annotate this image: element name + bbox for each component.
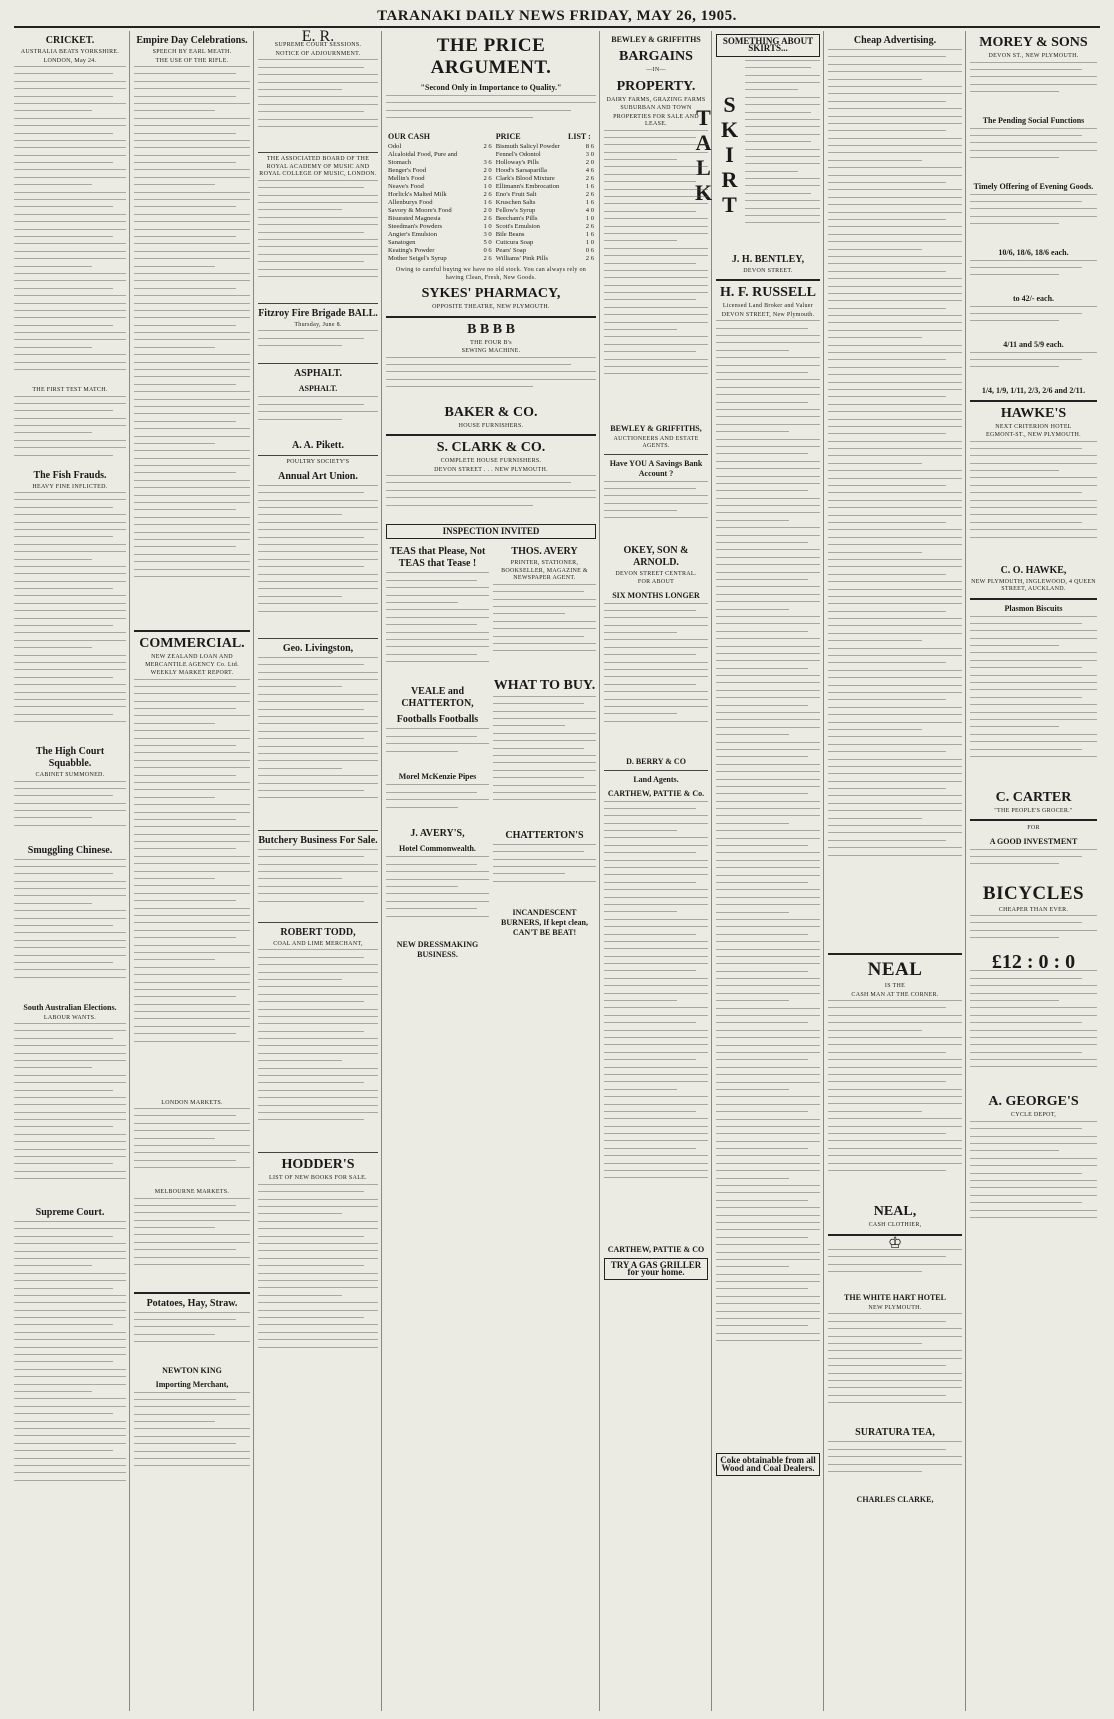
heading-cheap-advertising: Cheap Advertising. — [853, 35, 937, 46]
heading-commercial: COMMERCIAL. — [139, 636, 245, 651]
importing-merchant: Importing Merchant, — [155, 1379, 229, 1389]
heading-sa-elections: South Australian Elections. — [23, 1002, 117, 1012]
heading-asphalt-2: ASPHALT. — [298, 384, 338, 394]
price-value-right: 4 6 — [585, 167, 594, 174]
ad-text — [386, 784, 489, 824]
ad-text — [970, 62, 1097, 112]
subheading: "THE PEOPLE'S GROCER." — [994, 807, 1073, 814]
article-text — [14, 396, 126, 466]
inspection-invited: INSPECTION INVITED — [386, 524, 596, 539]
heading-asphalt: ASPHALT. — [293, 368, 343, 380]
subheading: SUPREME COURT SESSIONS. — [274, 42, 362, 49]
heading-six-months: SIX MONTHS LONGER — [612, 590, 700, 600]
price-row — [386, 207, 596, 215]
article-text — [14, 859, 126, 999]
price-value-right: 2 6 — [585, 255, 594, 262]
coke-dealers: Coke obtainable from all Wood and Coal Dealers. — [716, 1453, 820, 1476]
price-row — [386, 191, 596, 199]
ad-text — [604, 130, 708, 420]
price-value-left — [464, 151, 494, 159]
ad-text — [970, 194, 1097, 244]
subheading: DEVON STREET. — [743, 267, 793, 274]
ad-text — [386, 856, 489, 936]
ad-text — [970, 616, 1097, 786]
heading-neal: NEAL — [867, 959, 923, 980]
price-item-left: Mellin's Food — [388, 175, 425, 182]
price-value-left: 2 6 — [483, 255, 492, 262]
price-value-right: 0 6 — [585, 247, 594, 254]
heading-avery2: J. AVERY'S, — [410, 828, 465, 840]
heading-dressmaking: NEW DRESSMAKING BUSINESS. — [396, 940, 479, 960]
skirt-talk-vertical: SKIRT TALK — [691, 92, 742, 218]
heading-supreme-court: Supreme Court. — [35, 1207, 105, 1218]
price-value-right: 2 0 — [585, 159, 594, 166]
price-value-right: 1 6 — [585, 231, 594, 238]
ad-text — [258, 1184, 378, 1384]
heading-bargains: BARGAINS — [619, 49, 693, 64]
stock-note: Owing to careful buying we have no old stock. You can always rely on having Clean, Fresh, New Goods. — [395, 267, 587, 281]
subheading: COMPLETE HOUSE FURNISHERS. — [440, 458, 542, 464]
price-item-left: Mother Seigel's Syrup — [388, 255, 447, 262]
column-5 — [604, 31, 712, 1711]
price-item-right: Beecham's Pills — [495, 215, 538, 222]
heading-clark: S. CLARK & CO. — [436, 440, 546, 455]
subheading: LIST OF NEW BOOKS FOR SALE. — [269, 1175, 367, 1182]
heading-sykes: SYKES' PHARMACY, — [421, 286, 561, 301]
ad-text — [828, 1313, 962, 1423]
price-item-left: Horlick's Malted Milk — [388, 191, 447, 198]
heading-bewley: BEWLEY & GRIFFITHS — [611, 35, 701, 44]
ad-text — [828, 1249, 962, 1289]
ad-text — [604, 603, 708, 753]
heading-co-hawke: C. O. HAWKE, — [1000, 564, 1067, 576]
heading-hodders: HODDER'S — [281, 1157, 355, 1173]
subheading: DAIRY FARMS, GRAZING FARMS — [606, 96, 706, 103]
price-value-left: 2 6 — [483, 175, 492, 182]
newton-king: NEWTON KING — [162, 1365, 222, 1375]
heading-investment: A GOOD INVESTMENT — [989, 836, 1078, 846]
subheading: FOR — [1027, 825, 1040, 831]
notice-text — [258, 180, 378, 300]
heading-plasmon: Plasmon Biscuits — [1004, 603, 1063, 613]
price-row — [386, 231, 596, 239]
price-item-right: Ellimann's Embrocation — [495, 183, 560, 190]
subheading: —IN— — [646, 67, 666, 73]
price-item-right: Fennel's Odontol — [495, 151, 541, 158]
price-list-header-mid: PRICE — [495, 132, 521, 141]
heading-neal-2: NEAL, — [873, 1204, 917, 1219]
heading-social-functions: The Pending Social Functions — [982, 115, 1085, 125]
heading-teas: TEAS that Please, Not TEAS that Tease ! — [389, 546, 486, 570]
ad-text — [493, 584, 596, 674]
heading-smuggling: Smuggling Chinese. — [27, 844, 113, 856]
heading-high-court: The High Court Squabble. — [35, 746, 105, 769]
heading-berry: D. BERRY & CO — [626, 756, 686, 766]
intro-text — [386, 95, 596, 131]
subheading: OPPOSITE THEATRE, NEW PLYMOUTH. — [432, 304, 550, 310]
subheading: THE USE OF THE RIFLE. — [155, 57, 229, 64]
lower-left — [386, 542, 489, 962]
ad-text — [258, 485, 378, 635]
price-list-header-right: LIST : — [568, 132, 591, 141]
classifieds-text — [828, 49, 962, 949]
subheading: LONDON MARKETS. — [161, 1099, 223, 1106]
price-item-left: Sanatogen — [388, 239, 416, 246]
price-item-left: Bisurated Magnesia — [388, 215, 441, 222]
price-row — [386, 159, 596, 167]
heading-commonwealth: Hotel Commonwealth. — [399, 844, 476, 854]
price-row — [386, 223, 596, 231]
royal-arms-icon: ♔ — [887, 1234, 903, 1252]
subheading: DEVON STREET . . . NEW PLYMOUTH. — [434, 466, 548, 473]
subheading: POULTRY SOCIETY'S — [286, 459, 350, 466]
price-item-right: Bismuth Salicyl Powder — [495, 143, 560, 150]
price-row — [386, 143, 596, 151]
price-item-right: Pears' Soap — [495, 247, 527, 254]
ad-text — [970, 441, 1097, 561]
heading-what-to-buy: WHAT TO BUY. — [493, 677, 596, 693]
skirt-block — [691, 60, 820, 250]
subheading: SPEECH BY EARL MEATH. — [152, 49, 232, 55]
heading-price-argument: THE PRICE ARGUMENT. — [430, 35, 552, 78]
heading-cricket: CRICKET. — [45, 35, 95, 46]
ad-text — [745, 60, 820, 250]
ad-text — [134, 1392, 250, 1492]
article-text — [14, 492, 126, 742]
price-value-left: 2 6 — [483, 143, 492, 150]
price-value-left: 1 0 — [483, 183, 492, 190]
heading-carthew-2: CARTHEW, PATTIE & CO — [607, 1244, 705, 1254]
ad-text — [386, 728, 489, 768]
price-row — [386, 239, 596, 247]
price-item-left: Neave's Food — [388, 183, 424, 190]
heading-white-hart: THE WHITE HART HOTEL — [844, 1292, 946, 1302]
heading-chatterton: CHATTERTON'S — [505, 829, 584, 841]
heading-morey: MOREY & SONS — [979, 35, 1088, 50]
price-item-left: Steedman's Powders — [388, 223, 443, 230]
ad-text — [970, 849, 1097, 879]
price-item-right: Scott's Emulsion — [495, 223, 540, 230]
price-item-left: Angier's Emulsion — [388, 231, 437, 238]
heading-livingston: Geo. Livingston, — [282, 642, 354, 654]
price-item-right: Kruschen Salts — [495, 199, 536, 206]
price-value-left: 5 0 — [483, 239, 492, 246]
price-row — [386, 167, 596, 175]
price-item-right: Eno's Fruit Salt — [495, 191, 537, 198]
subheading: FOR ABOUT — [637, 579, 675, 585]
heading-hawkes: HAWKE'S — [1000, 405, 1067, 421]
heading-butchery: Butchery Business For Sale. — [258, 834, 378, 846]
price-value-left: 0 6 — [483, 247, 492, 254]
price-value-left: 2 0 — [483, 207, 492, 214]
subheading: PRINTER, STATIONER, BOOKSELLER, MAGAZINE & NEWSPAPER AGENT. — [501, 560, 588, 582]
heading-art-union: Annual Art Union. — [278, 470, 358, 482]
heading-bentley: J. H. BENTLEY, — [731, 253, 805, 265]
subheading: THE ASSOCIATED BOARD OF THE ROYAL ACADEMY OF MUSIC AND ROYAL COLLEGE OF MUSIC, LONDON. — [259, 156, 377, 178]
ad-text — [258, 849, 378, 919]
price-value-right: 2 6 — [585, 175, 594, 182]
heading-evening-goods: Timely Offering of Evening Goods. — [973, 181, 1094, 191]
subheading: NEW ZEALAND LOAN AND MERCANTILE AGENCY Co. Ltd. — [145, 654, 239, 668]
heading-carthew: CARTHEW, PATTIE & Co. — [607, 788, 705, 798]
ad-text — [970, 260, 1097, 290]
price-value-left: 3 0 — [483, 231, 492, 238]
ad-text — [134, 1312, 250, 1362]
subheading: EGMONT-ST., NEW PLYMOUTH. — [986, 432, 1081, 438]
article-text — [134, 66, 250, 626]
price-value-right: 1 0 — [585, 239, 594, 246]
subheading: HEAVY FINE INFLICTED. — [32, 483, 108, 490]
column-1 — [14, 31, 130, 1711]
subheading: NEW PLYMOUTH, INGLEWOOD, 4 QUEEN STREET, AUCKLAND. — [971, 578, 1096, 592]
subheading: HOUSE FURNISHERS. — [458, 422, 524, 429]
subheading: AUCTIONEERS AND ESTATE AGENTS. — [613, 435, 699, 449]
price-list — [386, 131, 596, 263]
subheading: CASH MAN AT THE CORNER. — [851, 991, 939, 998]
ad-text — [493, 844, 596, 904]
heading-property: PROPERTY. — [616, 78, 696, 94]
ad-text — [258, 330, 378, 360]
heading-george: A. GEORGE'S — [988, 1094, 1079, 1110]
subheading: NEXT CRITERION HOTEL — [995, 423, 1072, 430]
ad-text — [970, 352, 1097, 382]
price-item-left: Allenburys Food — [388, 199, 433, 206]
price-value-left: 2 6 — [483, 191, 492, 198]
price-item-right: Williams' Pink Pills — [495, 255, 548, 262]
heading-suratura: SURATURA TEA, — [855, 1427, 935, 1439]
subheading: DEVON STREET, New Plymouth. — [721, 311, 815, 318]
column-7 — [828, 31, 966, 1711]
article-text — [134, 1198, 250, 1288]
ad-text — [386, 572, 489, 682]
ad-text — [970, 1121, 1097, 1241]
lower-split — [386, 542, 596, 962]
price-value-right: 2 6 — [585, 223, 594, 230]
bicycle-price: £12 : 0 : 0 — [991, 951, 1076, 973]
subheading: WEEKLY MARKET REPORT. — [150, 670, 234, 676]
masthead: TARANAKI DAILY NEWS FRIDAY, MAY 26, 1905. — [14, 6, 1100, 28]
price-value-right: 2 6 — [585, 191, 594, 198]
notice-text — [258, 59, 378, 149]
price-value-left: 1 0 — [483, 223, 492, 230]
price-row — [386, 199, 596, 207]
price-value-left: 1 6 — [483, 199, 492, 206]
dateline: LONDON, May 24. — [43, 57, 97, 64]
subheading: AUSTRALIA BEATS YORKSHIRE. — [20, 49, 120, 55]
ad-text — [970, 970, 1097, 1090]
price-value-right: 3 0 — [585, 151, 594, 158]
subheading: MELBOURNE MARKETS. — [154, 1189, 230, 1195]
subheading: Licensed Land Broker and Valuer — [722, 303, 814, 310]
price-row — [386, 183, 596, 191]
subheading: SEWING MACHINE. — [461, 348, 521, 354]
price-gloves: 4/11 and 5/9 each. — [1003, 339, 1064, 349]
ad-text — [604, 481, 708, 541]
price-value-right: 4 0 — [585, 207, 594, 214]
price-skirts: to 42/- each. — [1012, 293, 1055, 303]
price-evening: 10/6, 18/6, 18/6 each. — [998, 247, 1069, 257]
heading-fire-brigade: Fitzroy Fire Brigade BALL. — [258, 307, 378, 319]
heading-bbbb: B B B B — [467, 321, 515, 337]
heading-bewley-2: BEWLEY & GRIFFITHS, — [610, 423, 702, 433]
article-text — [14, 66, 126, 386]
ad-text — [258, 396, 378, 436]
price-item-left: Savory & Moore's Food — [388, 207, 452, 214]
price-item-left: Stomach — [388, 159, 412, 166]
ad-text — [493, 696, 596, 826]
heading-land-agents: Land Agents. — [633, 774, 679, 784]
heading-fish-frauds: The Fish Frauds. — [33, 469, 107, 481]
ad-text — [258, 949, 378, 1149]
ad-text — [386, 357, 596, 401]
subheading: CASH CLOTHIER, — [868, 1222, 922, 1228]
price-item-right: Fellow's Syrup — [495, 207, 536, 214]
listings-text — [716, 320, 820, 1450]
subheading: COAL AND LIME MERCHANT, — [273, 940, 363, 947]
price-value-left: 2 6 — [483, 215, 492, 222]
heading-savings-bank: Have YOU A Savings Bank Account ? — [609, 458, 703, 478]
tagline: "Second Only in Importance to Quality." — [420, 83, 562, 92]
column-4 — [386, 31, 600, 1711]
royal-crest-icon: E. R. — [301, 28, 335, 45]
subheading: NEW PLYMOUTH. — [868, 1304, 922, 1311]
price-item-right: Clark's Blood Mixture — [495, 175, 555, 182]
heading-robert-todd: ROBERT TODD, — [280, 926, 356, 938]
heading-russell: H. F. RUSSELL — [720, 285, 816, 301]
heading-charles-clarke: CHARLES CLARKE, — [856, 1495, 934, 1505]
price-item-right: Hood's Sarsaparilla — [495, 167, 547, 174]
ad-text — [258, 657, 378, 827]
subheading: Thursday, June 8. — [294, 321, 342, 328]
subheading: THE FOUR B's — [470, 339, 512, 346]
price-item-left: Keating's Powder — [388, 247, 435, 254]
price-value-left: 2 0 — [483, 167, 492, 174]
heading-bicycles: BICYCLES — [982, 882, 1085, 904]
price-row — [386, 151, 596, 159]
ad-text — [604, 801, 708, 1241]
subheading: CHEAPER THAN EVER. — [998, 906, 1069, 913]
ad-text — [386, 475, 596, 521]
column-8 — [970, 31, 1100, 1711]
column-3 — [258, 28, 382, 1711]
article-text — [14, 1023, 126, 1203]
subheading: CABINET SUMMONED. — [35, 772, 105, 778]
something-about-skirts: SOMETHING ABOUT SKIRTS... — [716, 34, 820, 57]
price-row — [386, 255, 596, 263]
subheading: PROPERTIES FOR SALE AND LEASE. — [613, 113, 699, 127]
price-item-left: Alcaloidal Food, Pure and — [388, 151, 458, 158]
heading-incandescent: INCANDESCENT BURNERS, If kept clean, CAN'T BE BEAT! — [501, 907, 588, 937]
article-text — [134, 679, 250, 1099]
heading-empire-day: Empire Day Celebrations. — [136, 35, 248, 46]
ad-text — [970, 306, 1097, 336]
article-text — [14, 781, 126, 841]
subheading: SUBURBAN AND TOWN — [620, 105, 692, 111]
columns — [14, 28, 1100, 1711]
price-row — [386, 247, 596, 255]
subheading: CYCLE DEPOT, — [1010, 1112, 1057, 1119]
subheading: IS THE — [884, 983, 906, 989]
lower-right — [493, 542, 596, 962]
price-row — [386, 215, 596, 223]
article-text — [134, 1108, 250, 1188]
price-item-right: Holloway's Pills — [495, 159, 539, 166]
price-item-left: Benger's Food — [388, 167, 427, 174]
price-row — [386, 175, 596, 183]
heading-veale: VEALE and CHATTERTON, — [401, 686, 474, 710]
heading-pipes: Morel McKenzie Pipes — [398, 772, 477, 782]
subheading: LABOUR WANTS. — [43, 1014, 97, 1021]
heading-footballs: Footballs Footballs — [396, 714, 479, 726]
price-item-right: Cuticura Soap — [495, 239, 534, 246]
price-value-right: 8 6 — [585, 143, 594, 150]
gas-griller: TRY A GAS GRILLER for your home. — [604, 1258, 708, 1281]
heading-baker: BAKER & CO. — [444, 404, 538, 420]
price-item-left: Odol — [388, 143, 402, 150]
price-list-header-left: OUR CASH — [388, 132, 431, 141]
ad-text — [828, 1000, 962, 1200]
heading-okey: OKEY, SON & ARNOLD. — [623, 544, 689, 568]
subheading: NOTICE OF ADJOURNMENT. — [275, 50, 361, 57]
price-value-left: 3 6 — [483, 159, 492, 166]
heading-potatoes: Potatoes, Hay, Straw. — [146, 1297, 238, 1309]
price-value-right: 1 6 — [585, 183, 594, 190]
price-item-right: Bile Beans — [495, 231, 525, 238]
column-6 — [691, 31, 824, 1711]
heading-carter: C. CARTER — [995, 789, 1072, 805]
article-text — [14, 1221, 126, 1521]
price-value-right: 1 0 — [585, 215, 594, 222]
price-value-right: 1 6 — [585, 199, 594, 206]
column-2 — [134, 31, 254, 1711]
subheading: DEVON ST., NEW PLYMOUTH. — [988, 53, 1079, 59]
heading-avery: THOS. AVERY — [511, 546, 578, 558]
price-hosiery: 1/4, 1/9, 1/11, 2/3, 2/6 and 2/11. — [981, 385, 1086, 395]
heading-pikett: A. A. Pikett. — [292, 440, 344, 452]
ad-text — [828, 1441, 962, 1491]
ad-text — [970, 915, 1097, 955]
subheading: THE FIRST TEST MATCH. — [32, 387, 108, 393]
subheading: DEVON STREET CENTRAL. — [615, 570, 697, 577]
ad-text — [970, 128, 1097, 178]
